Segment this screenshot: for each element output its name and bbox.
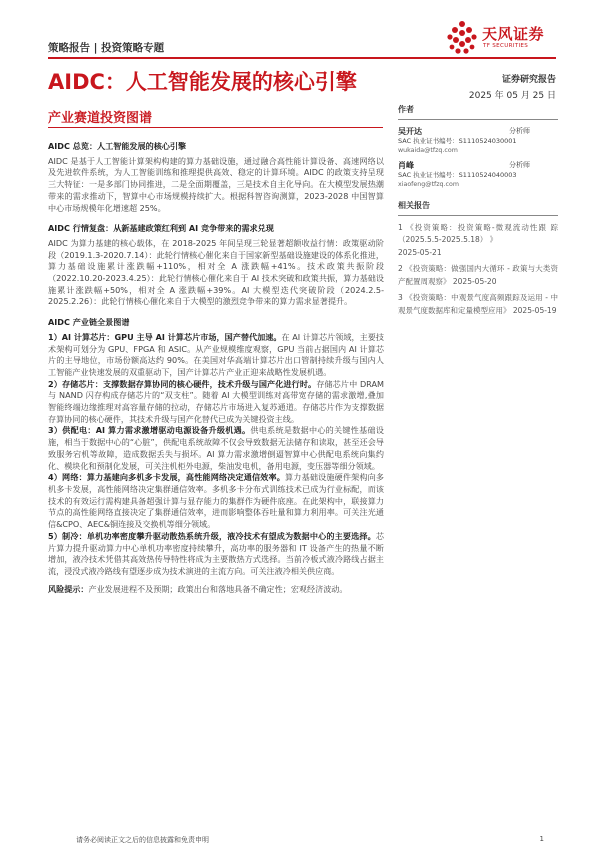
risk-heading: 风险提示： — [48, 583, 89, 594]
header-divider — [48, 57, 556, 59]
related-report-text: 3 《投资策略：中观景气度高频跟踪及运用 - 中观景气度数据库和定量模型应用》 — [398, 293, 558, 315]
subtitle-divider — [48, 127, 383, 128]
related-report-text: 1 《投资策略：投资策略-微观流动性跟 踪 （2025.5.5-2025.5.18） 》 — [398, 222, 558, 245]
related-report-text: 2 《投资策略：做强国内大循环 - 政策与大类资产配置周观察》 — [398, 264, 558, 286]
paragraph-ai-chips — [48, 332, 384, 379]
main-content — [48, 141, 384, 595]
sidebar — [398, 104, 558, 321]
section-title-mark: AIDC — [48, 317, 70, 328]
paragraph-market-review: AIDC 为算力基建的核心载体，在 2018-2025 年间呈现三轮显著超额收益行情：政策驱动阶段（2019.1.3-2020.7.14）：此轮行情核心催化来自于国家新型基础设施建设的体系化推进，算力基础设施累计涨跌幅+110%，相对全 A 涨跌幅+41%。技术政策共振阶段（2022.10.20-2023.4.25）：此轮行情核心催化来自于 AI 技术突破和政策共振，算力基础设施累计涨跌幅+50%，相对全 A 涨跌幅+39%。AI 大模型迭代突破阶段（2024.2.5-2025.2.26）：此轮行情核心催化来自于大模型的激烈竞争带来的算力需求显著提升。 — [48, 237, 384, 307]
section-title-text: 总览：人工智能发展的核心引擎 — [69, 141, 187, 151]
point-body: 在 AI 计算芯片领域，主要技术架构可划分为 GPU、FPGA 和 ASIC。从产业规模维度观察，GPU 当前占据国内 AI 计算芯片的主导地位，市场份额高达约 90%。在美国对华高端计算芯片出口管制持续升级与国内人工智能产业快速发展的双重驱动下，国产计算芯片产业正迎来战略性发展机遇。 — [48, 331, 384, 377]
point-heading: 4）网络：算力基建向多机多卡发展，高性能网络决定通信效率。 — [48, 472, 286, 483]
point-heading: 3）供配电：AI 算力需求激增驱动电源设备升级机遇。 — [48, 425, 251, 436]
author-name: 吴开达 — [398, 126, 422, 136]
logo-text-cn: 天风证券 — [482, 25, 545, 43]
point-body: 算力基础设施硬件架构向多机多卡发展，高性能网络决定集群通信效率。多机多卡分布式训练技术已成为行业标配，而该技术的有效运行需构建具备超强计算与显存能力的集群作为硬件底座。在此架构中，联接算力节点的高性能网络直接决定了集群通信效率，进而影响整体吞吐量和算力利用率。可关注光通信&CPO、AEC&铜连接及交换机等细分领域。 — [48, 472, 384, 530]
point-heading: 5）制冷：单机功率密度攀升驱动散热系统升级，液冷技术有望成为数据中心的主要选择。 — [48, 530, 376, 541]
report-type-label: 证券研究报告 — [501, 75, 556, 85]
author-sac: SAC 执业证书编号：S1110524030001 — [398, 136, 517, 145]
section-title-industry-chain — [48, 317, 384, 329]
related-reports-title: 相关报告 — [398, 200, 430, 210]
report-date: 2025 年 05 月 25 日 — [468, 91, 556, 101]
related-report-date: 2025-05-21 — [398, 247, 442, 257]
paragraph-storage-chips — [48, 379, 384, 426]
section-title-mark: AIDC — [48, 223, 70, 234]
sidebar-divider — [398, 215, 558, 216]
point-body: 存储芯片中 DRAM 与 NAND 闪存构成存储芯片的“双支柱”。随着 AI 大模型训练对高带宽存储的需求激增,叠加智能终端边缘推理对高容量存储的拉动，存储芯片市场进入复苏通道。存储芯片作为支撑数据存算协同的核心硬件，其技术升级与国产化替代已成为关键投资主线。 — [48, 378, 384, 424]
paragraph-network — [48, 472, 384, 531]
report-category: 策略报告 | 投资策略专题 — [48, 42, 165, 54]
related-report-date: 2025-05-20 — [452, 276, 497, 286]
author-name: 肖峰 — [398, 160, 414, 170]
point-heading: 2）存储芯片：支撑数据存算协同的核心硬件，技术升级与国产化进行时。 — [48, 378, 317, 389]
paragraph-cooling — [48, 531, 384, 578]
section-title-market-review — [48, 223, 384, 235]
report-title: AIDC：人工智能发展的核心引擎 — [48, 70, 357, 94]
page-number: 1 — [539, 835, 544, 843]
related-report-item[interactable] — [398, 292, 558, 317]
author-role: 分析师 — [509, 160, 530, 169]
author-role: 分析师 — [509, 126, 530, 135]
logo-text-en: TF SECURITIES — [483, 43, 529, 49]
paragraph-power-supply — [48, 425, 384, 472]
point-body: 芯片算力提升驱动算力中心单机功率密度持续攀升，高功率的服务器和 IT 设备产生的热量不断增加，液冷技术凭借其高效热传导特性将成为主要散热方式选择。当前冷板式液冷路线占据主流，浸没式液冷路线有望逐步成为技术演进的主流方向。可关注液冷相关供应商。 — [48, 530, 384, 576]
risk-body: 产业发展进程不及预期；政策出台和落地具备不确定性；宏观经济波动。 — [88, 583, 348, 594]
point-body: 供电系统是数据中心的关键性基础设施，相当于数据中心的“心脏”，供配电系统故障不仅会导致数据无法储存和读取，甚至还会导致服务宕机等故障，造成数据丢失与损坏。AI 算力需求激增倒逼智算中心供配电系统向集约化、模块化和预制化发展，可关注机柜外电源，柴油发电机，备用电源，变压器等细分领域。 — [48, 425, 384, 471]
point-heading: 1）AI 计算芯片：GPU 主导 AI 计算芯片市场，国产替代加速。 — [48, 331, 282, 342]
related-report-date: 2025-05-19 — [512, 305, 557, 315]
authors-title: 作者 — [398, 105, 414, 114]
sidebar-divider — [398, 119, 558, 120]
section-title-mark: AIDC — [48, 141, 70, 151]
author-card — [398, 160, 558, 189]
author-card — [398, 126, 558, 155]
related-report-item[interactable] — [398, 222, 558, 260]
section-title-overview — [48, 141, 384, 153]
report-subtitle: 产业赛道投资图谱 — [48, 111, 153, 126]
related-report-item[interactable] — [398, 263, 558, 288]
section-title-text: 行情复盘：从新基建政策红利到 AI 竞争带来的需求兑现 — [69, 223, 274, 234]
tf-logo-icon — [446, 20, 478, 56]
paragraph-risk — [48, 584, 384, 596]
brand-logo — [446, 20, 556, 56]
footer-disclaimer: 请务必阅读正文之后的信息披露和免责申明 — [76, 836, 209, 843]
author-sac: SAC 执业证书编号：S1110524040003 — [398, 170, 517, 179]
section-title-text: 产业链全景图谱 — [69, 317, 130, 328]
author-email[interactable]: wukaida@tfzq.com — [398, 146, 458, 154]
paragraph-overview: AIDC 是基于人工智能计算架构构建的算力基础设施，通过融合高性能计算设备、高速网络以及先进软件系统，为人工智能训练和推理提供高效、稳定的计算环境。AIDC 的政策支持呈现三大特征：一是多部门协同推进，二是全面期覆盖，三是技术自主化导向。在大模型发展热潮带来的需求推动下，智算中心市场规模持续扩大。根据科智咨询测算，2023-2028 中国智算中心市场规模年化增速超 25%。 — [48, 155, 384, 213]
author-email[interactable]: xiaofeng@tfzq.com — [398, 180, 460, 188]
